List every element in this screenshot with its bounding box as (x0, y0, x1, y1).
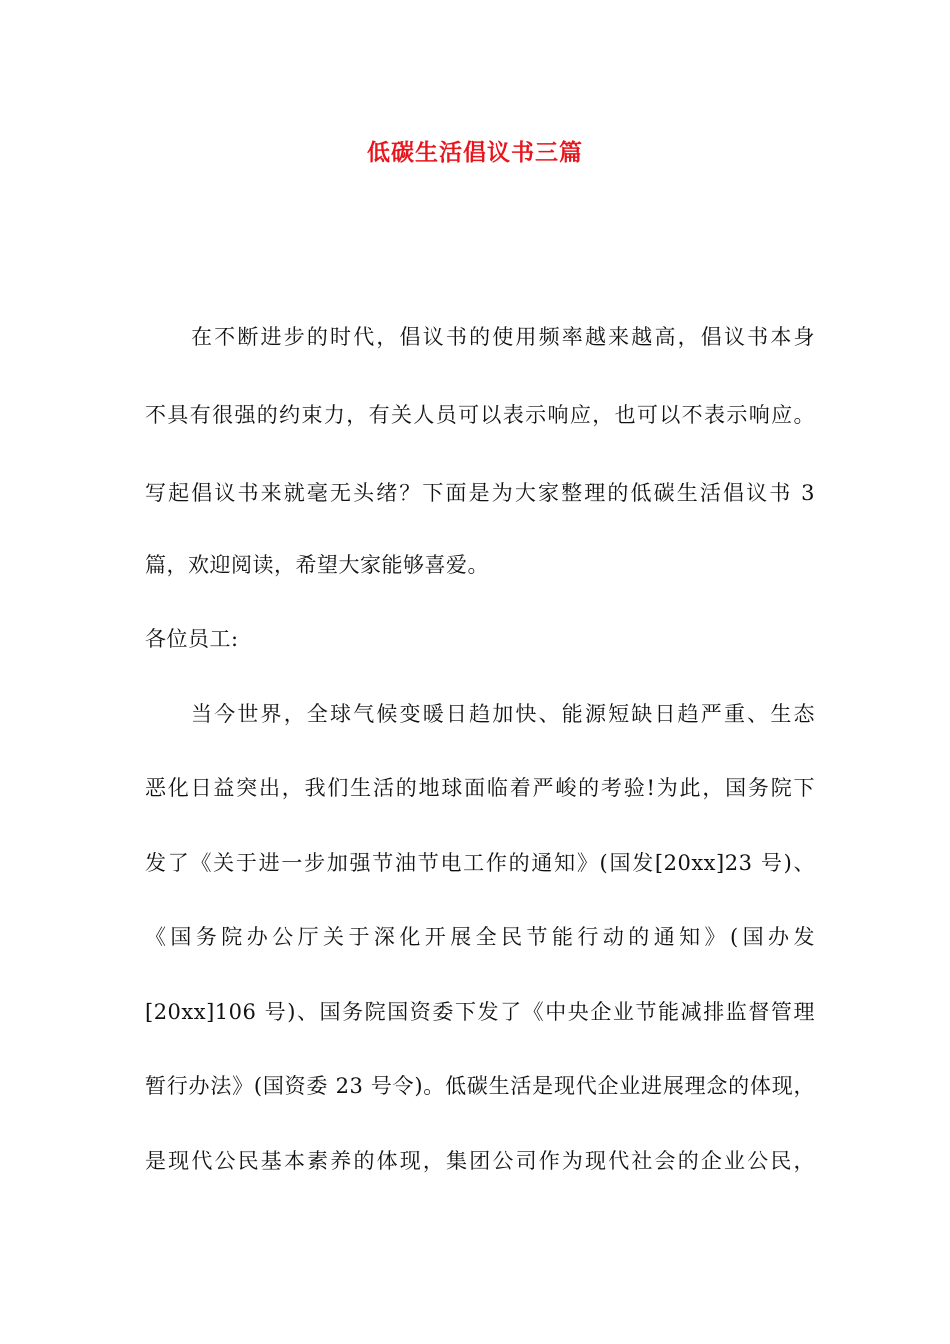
paragraph-line: 发了《关于进一步加强节油节电工作的通知》(国发[20xx]23 号)、 (145, 851, 815, 875)
paragraph-line: 恶化日益突出，我们生活的地球面临着严峻的考验!为此，国务院下 (145, 776, 815, 800)
paragraph-line: 在不断进步的时代，倡议书的使用频率越来越高，倡议书本身 (191, 325, 815, 349)
paragraph-line: 当今世界，全球气候变暖日趋加快、能源短缺日趋严重、生态 (191, 702, 815, 726)
salutation: 各位员工: (145, 627, 239, 651)
paragraph-line: 暂行办法》(国资委 23 号令)。低碳生活是现代企业进展理念的体现， (145, 1074, 815, 1098)
paragraph-line: 篇，欢迎阅读，希望大家能够喜爱。 (145, 553, 489, 577)
paragraph-line: 不具有很强的约束力，有关人员可以表示响应，也可以不表示响应。 (145, 403, 815, 427)
paragraph-line: 是现代公民基本素养的体现，集团公司作为现代社会的企业公民， (145, 1149, 815, 1173)
document-title: 低碳生活倡议书三篇 (367, 140, 583, 166)
paragraph-line: [20xx]106 号)、国务院国资委下发了《中央企业节能减排监督管理 (145, 1000, 815, 1024)
paragraph-line: 写起倡议书来就毫无头绪？下面是为大家整理的低碳生活倡议书 3 (145, 481, 815, 505)
paragraph-line: 《国务院办公厅关于深化开展全民节能行动的通知》(国办发 (145, 925, 815, 949)
